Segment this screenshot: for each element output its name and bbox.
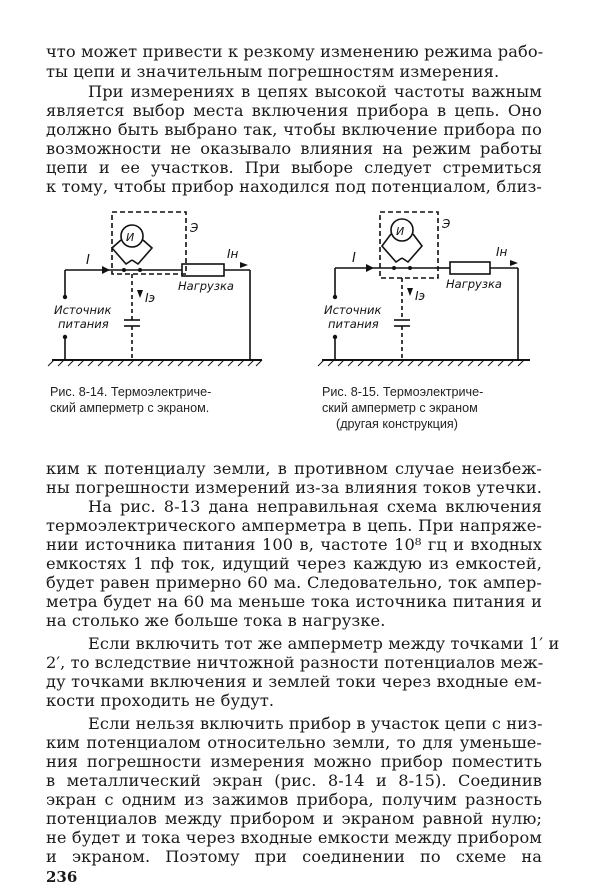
text-line: что может привести к резкому изменению режима рабо- xyxy=(46,42,544,61)
source-label: Источник xyxy=(324,303,382,317)
text-line: возможности не оказывало влияния на режим работы xyxy=(46,139,542,158)
source-label: Источник xyxy=(54,303,112,317)
text-line: к тому, чтобы прибор находился под потенциалом, близ- xyxy=(46,177,542,196)
text-line: не будет и тока через входные емкости между прибором xyxy=(46,828,542,847)
page-number: 236 xyxy=(46,868,78,886)
text-line: метра будет на 60 ма меньше тока источника питания и xyxy=(46,592,542,611)
current-load-label: Iн xyxy=(227,247,239,261)
text-line: ким к потенциалу земли, в противном случае неизбеж- xyxy=(46,459,542,478)
screen-mark-label: Э xyxy=(190,221,199,235)
text-line: При измерениях в цепях высокой частоты важным xyxy=(88,82,542,101)
text-line: нии источника питания 100 в, частоте 10⁸ гц и входных xyxy=(46,535,542,554)
current-in-label: I xyxy=(86,253,90,268)
load-label: Нагрузка xyxy=(178,279,234,293)
figure-caption: Рис. 8-15. Термоэлектриче- xyxy=(322,385,484,399)
text-line: и экраном. Поэтому при соединении по схеме на xyxy=(46,847,542,866)
text-line: потенциалов между прибором и экраном равной нулю; xyxy=(46,809,542,828)
figure-caption: (другая конструкция) xyxy=(336,417,458,431)
figure-caption: ский амперметр с экраном. xyxy=(50,401,210,415)
text-line: Если нельзя включить прибор в участок цепи с низ- xyxy=(88,714,543,733)
current-in-label: I xyxy=(352,251,356,266)
text-line: будет равен примерно 60 ма. Следовательно, ток ампер- xyxy=(46,573,542,592)
text-line: ким потенциалом относительно земли, то для уменьше- xyxy=(46,733,542,752)
text-line: На рис. 8-13 дана неправильная схема включения xyxy=(88,497,542,516)
text-line: в металлический экран (рис. 8-14 и 8-15). Соединив xyxy=(46,771,542,790)
text-line: ния погрешности измерения можно прибор поместить xyxy=(46,752,542,771)
current-screen-label: Iэ xyxy=(415,289,426,303)
text-line: Если включить тот же амперметр между точками 1′ и xyxy=(88,634,560,653)
figure-caption: ский амперметр с экраном xyxy=(322,401,478,415)
figure-caption: Рис. 8-14. Термоэлектриче- xyxy=(50,385,212,399)
source-label: питания xyxy=(58,317,109,331)
text-line: экран с одним из зажимов прибора, получим разность xyxy=(46,790,542,809)
source-label: питания xyxy=(328,317,379,331)
screen-mark-label: Э xyxy=(442,217,451,231)
text-line: кости проходить не будут. xyxy=(46,691,275,710)
text-line: должно быть выбрано так, чтобы включение прибора по xyxy=(46,120,542,139)
text-line: ты цепи и значительным погрешностям измерения. xyxy=(46,62,500,81)
meter-label: И xyxy=(126,231,135,244)
load-label: Нагрузка xyxy=(446,277,502,291)
text-line: цепи и ее участков. При выборе следует стремиться xyxy=(46,158,542,177)
figure-8-14-schematic xyxy=(40,202,290,377)
text-line: ду точками включения и землей токи через входные ем- xyxy=(46,672,542,691)
current-screen-label: Iэ xyxy=(145,291,156,305)
text-line: термоэлектрического амперметра в цепь. При напряже- xyxy=(46,516,542,535)
meter-label: И xyxy=(396,225,405,238)
text-line: емкостях 1 пф ток, идущий через каждую из емкостей, xyxy=(46,554,542,573)
text-line: является выбор места включения прибора в цепь. Оно xyxy=(46,101,542,120)
text-line: на столько же больше тока в нагрузке. xyxy=(46,611,386,630)
figure-8-15-schematic xyxy=(310,202,560,377)
text-line: 2′, то вследствие ничтожной разности потенциалов меж- xyxy=(46,653,544,672)
text-line: ны погрешности измерений из-за влияния токов утечки. xyxy=(46,478,542,497)
current-load-label: Iн xyxy=(496,245,508,259)
